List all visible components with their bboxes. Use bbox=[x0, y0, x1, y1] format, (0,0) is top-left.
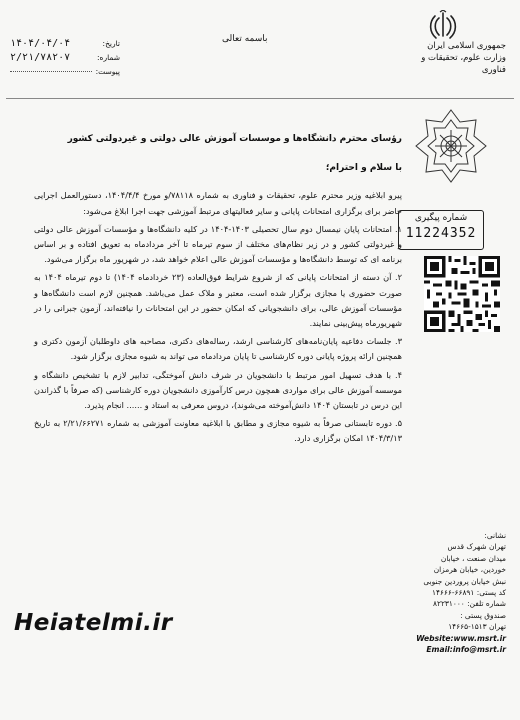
ornament-icon bbox=[412, 106, 490, 186]
paragraph-4: ۴. با هدف تسهیل امور مرتبط با دانشجویان در شرف دانش آموختگی، تدابیر لازم با تشخیص دانشگاه و موسسه آموزش عالی برای مواردی همچون درس کارآموزی دانشجویان دوره کارشناسی (که صرفاً با گذراندن این درس در تابستان ۱۴۰۴ دانش‌آموخته می‌شوند)، دروس معرفی به استاد و ...... انجام پذیرد. bbox=[34, 369, 402, 411]
paragraph-2: ۲. آن دسته از امتحانات پایانی که از شروع شرایط فوق‌العاده (۲۳ خردادماه ۱۴۰۴) تا دوم تیرماه ۱۴۰۴ به صورت حضوری یا مجازی برگزار شده است، معتبر و ملاک عمل می‌باشد. همچنین لازم است دانشگاه‌ها و مؤسسات آموزش عالی، برای دانشجویانی که امکان حضور در این امتحانات را نیافته‌اند، آزمون جبرانی را در شهریورماه پیش‌بینی نمایند. bbox=[34, 272, 402, 329]
iran-emblem-icon bbox=[428, 10, 458, 44]
email-link[interactable]: Email:info@msrt.ir bbox=[426, 645, 506, 655]
phone-number: شماره تلفن: ۸۲۲۳۱۰۰۰ bbox=[433, 599, 506, 609]
address-line: تهران شهرک قدس bbox=[447, 542, 506, 552]
address-line: میدان صنعت ، خیابان bbox=[440, 553, 506, 563]
date-label: تاریخ: bbox=[102, 38, 120, 48]
po-box-value: تهران ۱۵۱۳-۱۴۶۶۵ bbox=[448, 622, 506, 632]
ministry-name: وزارت علوم، تحقیقات و فناوری bbox=[421, 53, 506, 75]
greeting: با سلام و احترام؛ bbox=[325, 163, 402, 174]
watermark: Heiatelmi.ir bbox=[14, 610, 173, 636]
address-block bbox=[398, 530, 506, 655]
address-line: نبش خیابان پروردین جنوبی bbox=[423, 576, 506, 586]
attachment-blank bbox=[10, 70, 92, 72]
ministry-header bbox=[396, 40, 506, 76]
po-box-label: صندوق پستی : bbox=[460, 610, 506, 620]
letter-meta bbox=[10, 36, 120, 78]
bismillah: باسمه تعالی bbox=[222, 34, 268, 44]
tracking-stamp-number: 11224352 bbox=[405, 226, 477, 241]
addressee: رؤسای محترم دانشگاه‌ها و موسسات آموزش عالی دولتی و غیردولتی کشور bbox=[67, 134, 402, 144]
date-value: ۱۴۰۴/۰۴/۰۴ bbox=[10, 37, 71, 49]
website-link[interactable]: Website:www.msrt.ir bbox=[416, 633, 506, 643]
qr-code-icon bbox=[424, 256, 500, 332]
header-divider bbox=[6, 98, 514, 99]
country-name: جمهوری اسلامی ایران bbox=[427, 41, 506, 51]
tracking-stamp-title: شماره پیگیری bbox=[414, 213, 468, 223]
tracking-stamp bbox=[398, 210, 484, 250]
attachment-label: پیوست: bbox=[95, 66, 120, 76]
paragraph-3: ۳. جلسات دفاعیه پایان‌نامه‌های کارشناسی ارشد، رساله‌های دکتری، مصاحبه های داوطلبان آزمون دکتری و همچنین ارائه پروژه پایانی دوره کارشناسی تا پایان مردادماه می تواند به شیوه مجازی برگزار شود. bbox=[34, 336, 402, 362]
intro-paragraph: پیرو ابلاغیه وزیر محترم علوم، تحقیقات و فناوری به شماره ۷۸۱۱۸/و مورخ ۱۴۰۴/۴/۴، دستورالعمل اجرایی حاضر برای برگزاری امتحانات پایانی و سایر فعالیتهای مرتبط آموزشی جهت اجرا ابلاغ می‌شود: bbox=[34, 190, 402, 216]
postal-code: کد پستی: ۶۶۸۹۱-۱۴۶۶۶ bbox=[431, 588, 506, 598]
paragraph-5: ۵. دوره تابستانی صرفاً به شیوه مجازی و مطابق با ابلاغیه معاونت آموزشی به شماره ۲/۲۱/۶۶۲۷۱ به تاریخ ۱۴۰۴/۳/۱۳ امکان برگزاری دارد. bbox=[34, 418, 402, 444]
letter-body bbox=[34, 132, 402, 450]
paragraph-1: ۱. امتحانات پایان نیمسال دوم سال تحصیلی ۱۴۰۳-۱۴۰۴ در کلیه دانشگاه‌ها و مؤسسات آموزش عالی دولتی و غیردولتی کشور و در زیر نظام‌های مختلف از سوم تیرماه تا آخر مردادماه به تعویق افتاده و بر اساس برنامه ای که توسط دانشگاه‌ها و مؤسسات آموزش عالی اعلام خواهد شد، در شهریور ماه برگزار می‌شود. bbox=[34, 223, 402, 265]
address-line: خوردین، خیابان هرمزان bbox=[433, 565, 506, 575]
number-label: شماره: bbox=[97, 52, 120, 62]
number-value: ۲/۲۱/۷۸۲۰۷ bbox=[10, 51, 71, 63]
address-label: نشانی: bbox=[484, 531, 506, 540]
